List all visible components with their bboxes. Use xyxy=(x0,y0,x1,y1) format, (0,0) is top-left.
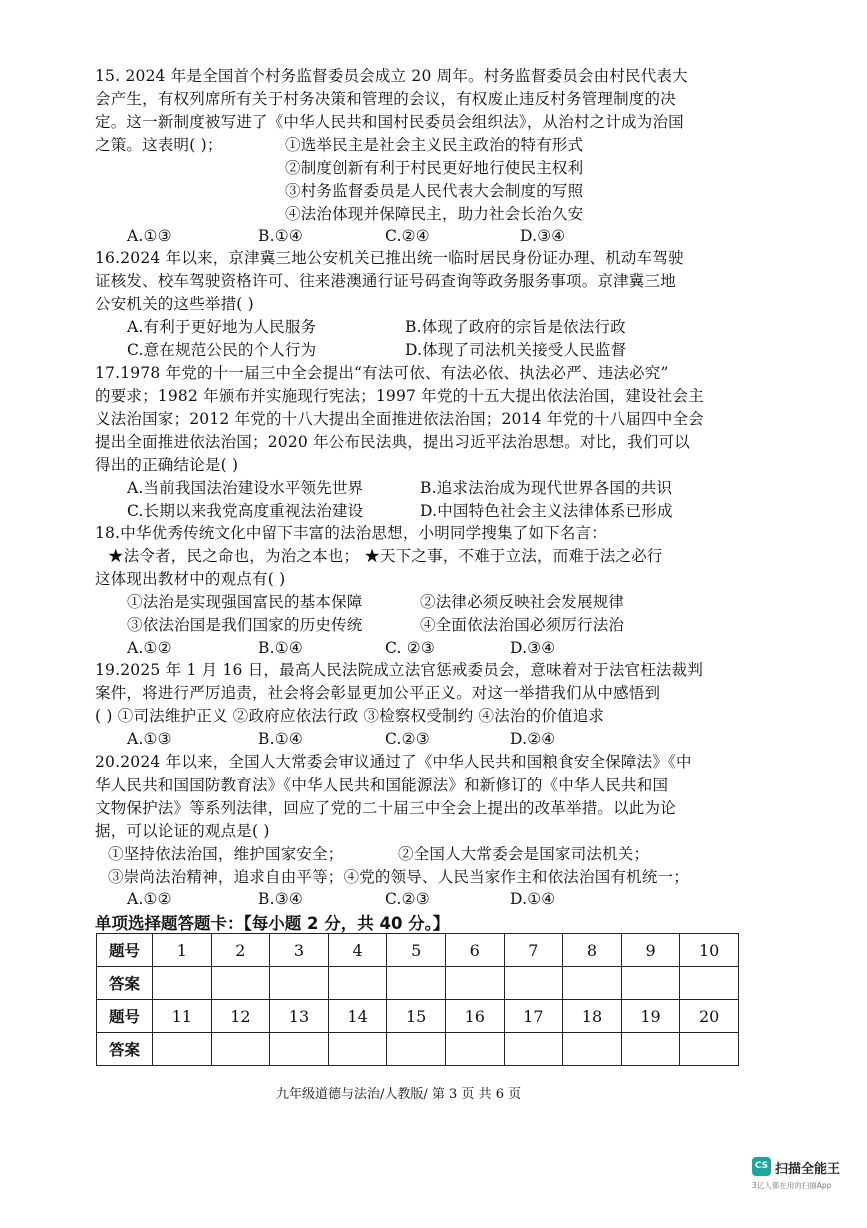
q16-option-a: A.有利于更好地为人民服务 xyxy=(127,318,317,336)
scanner-app-name: 扫描全能王 xyxy=(775,1162,841,1177)
q18-option-b: B.①④ xyxy=(258,639,303,657)
question-number-cell: 8 xyxy=(563,934,622,967)
answer-cell[interactable] xyxy=(680,1033,739,1066)
answer-row-1 xyxy=(97,967,739,1000)
answer-cell[interactable] xyxy=(563,1033,622,1066)
q18-statement-2: ②法律必须反映社会发展规律 xyxy=(420,593,625,611)
q17-stem-line-2: 的要求；1982 年颁布并实施现行宪法；1997 年党的十五大提出依法治国，建设社会主 xyxy=(95,387,704,405)
q15-statement-lead: 之策。这表明( )； xyxy=(95,136,223,154)
answer-cell[interactable] xyxy=(504,967,563,1000)
q17-option-c: C.长期以来我党高度重视法治建设 xyxy=(127,502,364,520)
q18-statement-3: ③依法治国是我们国家的历史传统 xyxy=(127,616,363,634)
answer-cell[interactable] xyxy=(445,967,504,1000)
question-number-cell: 2 xyxy=(211,934,270,967)
q20-option-a: A.①② xyxy=(127,890,172,908)
q19-option-c: C.②③ xyxy=(385,730,430,748)
number-row-2 xyxy=(97,1000,739,1033)
answer-cell[interactable] xyxy=(563,967,622,1000)
answer-cell[interactable] xyxy=(270,1033,329,1066)
q16-stem-line-2: 证核发、校车驾驶资格许可、往来港澳通行证号码查询等政务服务事项。京津冀三地 xyxy=(95,272,676,290)
q18-stem-line-1: 18.中华优秀传统文化中留下丰富的法治思想，小明同学搜集了如下名言： xyxy=(95,524,607,542)
row-label-number: 题号 xyxy=(97,934,153,967)
answer-card-title: 单项选择题答题卡：【每小题 2 分，共 40 分。】 xyxy=(95,914,450,933)
q15-option-b: B.①④ xyxy=(258,227,303,245)
q20-option-d: D.①④ xyxy=(510,890,556,908)
q20-stem-line-2: 华人民共和国国防教育法》《中华人民共和国能源法》和新修订的《中华人民共和国 xyxy=(95,776,669,794)
row-label-answer: 答案 xyxy=(97,967,153,1000)
q17-option-b: B.追求法治成为现代世界各国的共识 xyxy=(420,479,673,497)
q16-option-d: D.体现了司法机关接受人民监督 xyxy=(405,341,627,359)
q15-option-d: D.③④ xyxy=(520,227,566,245)
question-number-cell: 13 xyxy=(270,1000,329,1033)
q15-stem-line-1: 15. 2024 年是全国首个村务监督委员会成立 20 周年。村务监督委员会由村民代表大 xyxy=(95,67,688,85)
q15-option-c: C.②④ xyxy=(385,227,430,245)
q18-option-d: D.③④ xyxy=(510,639,556,657)
q19-stem-line-1: 19.2025 年 1 月 16 日，最高人民法院成立法官惩戒委员会，意味着对于法官枉法裁判 xyxy=(95,661,704,679)
answer-cell[interactable] xyxy=(328,1033,387,1066)
question-number-cell: 14 xyxy=(328,1000,387,1033)
q18-statement-1: ①法治是实现强国富民的基本保障 xyxy=(127,593,363,611)
q15-option-a: A.①③ xyxy=(127,227,172,245)
number-row-1 xyxy=(97,934,739,967)
q17-option-d: D.中国特色社会主义法律体系已形成 xyxy=(420,502,673,520)
q17-stem-line-4: 提出全面推进依法治国；2020 年公布民法典，提出习近平法治思想。对比，我们可以 xyxy=(95,433,690,451)
question-number-cell: 6 xyxy=(445,934,504,967)
q17-stem-line-5: 得出的正确结论是( ) xyxy=(95,456,239,474)
question-number-cell: 18 xyxy=(563,1000,622,1033)
q18-option-a: A.①② xyxy=(127,639,172,657)
q20-stem-line-4: 据，可以论证的观点是( ) xyxy=(95,822,270,840)
question-number-cell: 17 xyxy=(504,1000,563,1033)
q17-stem-line-1: 17.1978 年党的十一届三中全会提出“有法可依、有法必依、执法必严、违法必究” xyxy=(95,364,669,382)
answer-row-2 xyxy=(97,1033,739,1066)
answer-card-table xyxy=(96,933,739,1066)
q15-statement-1: ①选举民主是社会主义民主政治的特有形式 xyxy=(285,136,584,154)
answer-cell[interactable] xyxy=(153,967,212,1000)
question-number-cell: 12 xyxy=(211,1000,270,1033)
question-number-cell: 7 xyxy=(504,934,563,967)
q16-option-c: C.意在规范公民的个人行为 xyxy=(127,341,317,359)
q16-option-b: B.体现了政府的宗旨是依法行政 xyxy=(405,318,626,336)
page-footer: 九年级道德与法治/人教版/ 第 3 页 共 6 页 xyxy=(276,1087,522,1102)
question-number-cell: 10 xyxy=(680,934,739,967)
question-number-cell: 1 xyxy=(153,934,212,967)
answer-cell[interactable] xyxy=(504,1033,563,1066)
q18-quote-line: ★法令者，民之命也，为治之本也； ★天下之事，不难于立法，而难于法之必行 xyxy=(108,547,663,565)
question-number-cell: 11 xyxy=(153,1000,212,1033)
scanner-watermark xyxy=(752,1153,852,1193)
q19-option-a: A.①③ xyxy=(127,730,172,748)
row-label-number: 题号 xyxy=(97,1000,153,1033)
q20-option-b: B.③④ xyxy=(258,890,303,908)
q19-option-b: B.①④ xyxy=(258,730,303,748)
q16-stem-line-1: 16.2024 年以来，京津冀三地公安机关已推出统一临时居民身份证办理、机动车驾驶 xyxy=(95,249,684,267)
answer-cell[interactable] xyxy=(680,967,739,1000)
answer-cell[interactable] xyxy=(621,1033,680,1066)
question-number-cell: 16 xyxy=(445,1000,504,1033)
answer-cell[interactable] xyxy=(445,1033,504,1066)
question-number-cell: 3 xyxy=(270,934,329,967)
q15-statement-2: ②制度创新有利于村民更好地行使民主权利 xyxy=(285,159,584,177)
camscanner-logo-icon: CS xyxy=(752,1157,771,1176)
q19-option-d: D.②④ xyxy=(510,730,556,748)
question-number-cell: 15 xyxy=(387,1000,446,1033)
question-number-cell: 5 xyxy=(387,934,446,967)
q20-statement-1: ①坚持依法治国，维护国家安全； xyxy=(108,845,344,863)
row-label-answer: 答案 xyxy=(97,1033,153,1066)
question-number-cell: 4 xyxy=(328,934,387,967)
q15-stem-line-3: 定。这一新制度被写进了《中华人民共和国村民委员会组织法》，从治村之计成为治国 xyxy=(95,113,684,131)
q20-statement-2: ②全国人大常委会是国家司法机关； xyxy=(398,845,650,863)
answer-cell[interactable] xyxy=(387,1033,446,1066)
q18-option-c: C. ②③ xyxy=(385,639,435,657)
answer-cell[interactable] xyxy=(270,967,329,1000)
answer-cell[interactable] xyxy=(621,967,680,1000)
q19-stem-line-2: 案件，将进行严厉追责，社会将会彰显更加公平正义。对这一举措我们从中感悟到 xyxy=(95,684,661,702)
q18-stem-line-3: 这体现出教材中的观点有( ) xyxy=(95,570,286,588)
q20-option-c: C.②③ xyxy=(385,890,430,908)
question-number-cell: 9 xyxy=(621,934,680,967)
q18-statement-4: ④全面依法治国必须厉行法治 xyxy=(420,616,625,634)
q20-stem-line-1: 20.2024 年以来，全国人大常委会审议通过了《中华人民共和国粮食安全保障法》《中 xyxy=(95,753,692,771)
answer-cell[interactable] xyxy=(211,1033,270,1066)
answer-cell[interactable] xyxy=(387,967,446,1000)
answer-cell[interactable] xyxy=(211,967,270,1000)
q15-stem-line-2: 会产生，有权列席所有关于村务决策和管理的会议，有权废止违反村务管理制度的决 xyxy=(95,90,676,108)
q15-statement-4: ④法治体现并保障民主，助力社会长治久安 xyxy=(285,205,584,223)
q17-option-a: A.当前我国法治建设水平领先世界 xyxy=(127,479,364,497)
answer-cell[interactable] xyxy=(153,1033,212,1066)
q16-stem-line-3: 公安机关的这些举措( ) xyxy=(95,295,254,313)
scanner-tagline: 3亿人都在用的扫描App xyxy=(752,1181,832,1190)
q20-statement-3: ③崇尚法治精神，追求自由平等；④党的领导、人民当家作主和依法治国有机统一； xyxy=(108,868,689,886)
question-number-cell: 20 xyxy=(680,1000,739,1033)
q17-stem-line-3: 义法治国家；2012 年党的十八大提出全面推进依法治国；2014 年党的十八届四中全会 xyxy=(95,410,704,428)
question-number-cell: 19 xyxy=(621,1000,680,1033)
q15-statement-3: ③村务监督委员是人民代表大会制度的写照 xyxy=(285,182,584,200)
q19-stem-line-3: ( ) ①司法维护正义 ②政府应依法行政 ③检察权受制约 ④法治的价值追求 xyxy=(95,707,605,725)
answer-cell[interactable] xyxy=(328,967,387,1000)
q20-stem-line-3: 文物保护法》等系列法律，回应了党的二十届三中全会上提出的改革举措。以此为论 xyxy=(95,799,676,817)
